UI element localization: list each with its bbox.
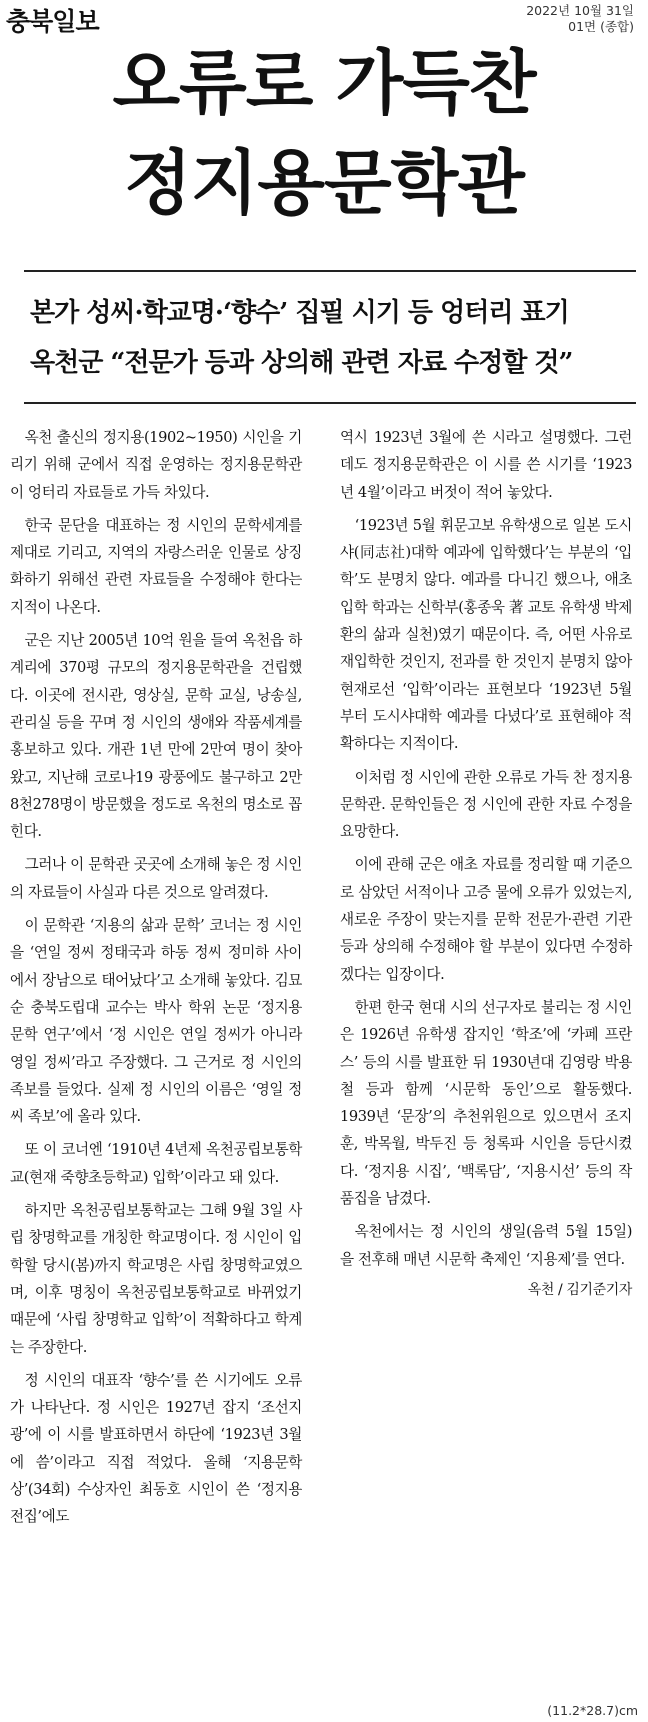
- headline-line-1: 오류로 가득찬: [112, 42, 536, 124]
- article-column-right: [340, 424, 632, 1304]
- issue-date: 2022년 10월 31일: [526, 3, 634, 18]
- article-paragraph: 이처럼 정 시인에 관한 오류로 가득 찬 정지용문학관. 문학인들은 정 시인에 관한 자료 수정을 요망한다.: [340, 768, 632, 841]
- subheadline-2: 옥천군 “전문가 등과 상의해 관련 자료 수정할 것”: [30, 348, 573, 378]
- article-paragraph: 이 문학관 ‘지용의 삶과 문학’ 코너는 정 시인을 ‘연일 정씨 정태국과 하동 정씨 정미하 사이에서 장남으로 태어났다’고 소개해 놓았다. 김묘순 충북도립대 교수는 박사 학위 논문 ‘정지용 문학 연구’에서 ‘정 시인은 연일 정씨가 아니라 영일 정씨’라고 주장했다. 그 근거로 정 시인의 족보를 들었다. 실제 정 시인의 이름은 ‘영일 정씨 족보’에 올라 있다.: [10, 917, 302, 1126]
- article-size-note: (11.2*28.7)cm: [547, 1703, 638, 1718]
- article-paragraph: 옥천에서는 정 시인의 생일(음력 5월 15일)을 전후해 매년 시문학 축제인 ‘지용제’를 연다.: [340, 1223, 632, 1268]
- newspaper-name: 충북일보: [6, 7, 99, 36]
- article-paragraph: 옥천 출신의 정지용(1902~1950) 시인을 기리기 위해 군에서 직접 운영하는 정지용문학관이 엉터리 자료들로 가득 차있다.: [10, 429, 302, 501]
- divider: [24, 402, 636, 404]
- headline-line-2: 정지용문학관: [124, 142, 524, 224]
- article-paragraph: 그러나 이 문학관 곳곳에 소개해 놓은 정 시인의 자료들이 사실과 다른 것으로 알려졌다.: [10, 856, 302, 901]
- subheadline-1: 본가 성씨·학교명·‘향수’ 집필 시기 등 엉터리 표기: [30, 298, 569, 328]
- article-paragraph: 또 이 코너엔 ‘1910년 4년제 옥천공립보통학교(현재 죽향초등학교) 입학’이라고 돼 있다.: [10, 1141, 302, 1186]
- issue-page: 01면 (종합): [568, 19, 634, 34]
- article-column-left: [10, 424, 302, 1537]
- article-paragraph: 이에 관해 군은 애초 자료를 정리할 때 기준으로 삼았던 서적이나 고증 물에 오류가 있었는지, 새로운 주장이 맞는지를 문학 전문가·관련 기관 등과 상의해 수정해야 할 부분이 있다면 수정하겠다는 입장이다.: [340, 856, 632, 983]
- article-paragraph: 한편 한국 현대 시의 선구자로 불리는 정 시인은 1926년 유학생 잡지인 ‘학조’에 ‘카페 프란스’ 등의 시를 발표한 뒤 1930년대 김영랑 박용철 등과 함께 ‘시문학 동인’으로 활동했다. 1939년 ‘문장’의 추천위원으로 있으면서 조지훈, 박목월, 박두진 등 청록파 시인을 등단시켰다. ‘정지용 시집’, ‘백록담’, ‘지용시선’ 등의 작품집을 남겼다.: [340, 998, 632, 1208]
- masthead: [0, 0, 648, 36]
- article-paragraph: 정 시인의 대표작 ‘향수’를 쓴 시기에도 오류가 나타난다. 정 시인은 1927년 잡지 ‘조선지광’에 이 시를 발표하면서 하단에 ‘1923년 3월에 씀’이라고 직접 적었다. 올해 ‘지용문학상’(34회) 수상자인 최동호 시인이 쓴 ‘정지용 전집’에도: [10, 1371, 302, 1526]
- article-paragraph: 군은 지난 2005년 10억 원을 들여 옥천읍 하계리에 370평 규모의 정지용문학관을 건립했다. 이곳에 전시관, 영상실, 문학 교실, 낭송실, 관리실 등을 꾸며 정 시인의 생애와 작품세계를 홍보하고 있다. 개관 1년 만에 2만여 명이 찾아왔고, 지난해 코로나19 광풍에도 불구하고 2만8천278명이 방문했을 정도로 옥천의 명소로 꼽힌다.: [10, 632, 302, 841]
- article-paragraph: ‘1923년 5월 휘문고보 유학생으로 일본 도시샤(同志社)대학 예과에 입학했다’는 부분의 ‘입학’도 분명치 않다. 예과를 다니긴 했으나, 애초 입학 학과는 신학부(홍종욱 著 교토 유학생 박제환의 삶과 실천)였기 때문이다. 즉, 어떤 사유로 재입학한 것인지, 전과를 한 것인지 분명치 않아 현재로선 ‘입학’이라는 표현보다 ‘1923년 5월부터 도시샤대학 예과를 다녔다’로 표현해야 적확하다는 지적이다.: [340, 516, 632, 753]
- article-paragraph: 역시 1923년 3월에 쓴 시라고 설명했다. 그런데도 정지용문학관은 이 시를 쓴 시기를 ‘1923년 4월’이라고 버젓이 적어 놓았다.: [340, 429, 632, 501]
- divider: [24, 270, 636, 272]
- article-paragraph: 하지만 옥천공립보통학교는 그해 9월 3일 사립 창명학교를 개칭한 학교명이다. 정 시인이 입학할 당시(봄)까지 학교명은 사립 창명학교였으며, 이후 명칭이 옥천공립보통학교로 바뀌었기 때문에 ‘사립 창명학교 입학’이 적확하다고 학계는 주장한다.: [10, 1202, 302, 1356]
- article-paragraph: 한국 문단을 대표하는 정 시인의 문학세계를 제대로 기리고, 지역의 자랑스러운 인물로 상징화하기 위해선 관련 자료들을 수정해야 한다는 지적이 나온다.: [10, 516, 302, 616]
- byline: 옥천 / 김기준기자: [527, 1281, 632, 1298]
